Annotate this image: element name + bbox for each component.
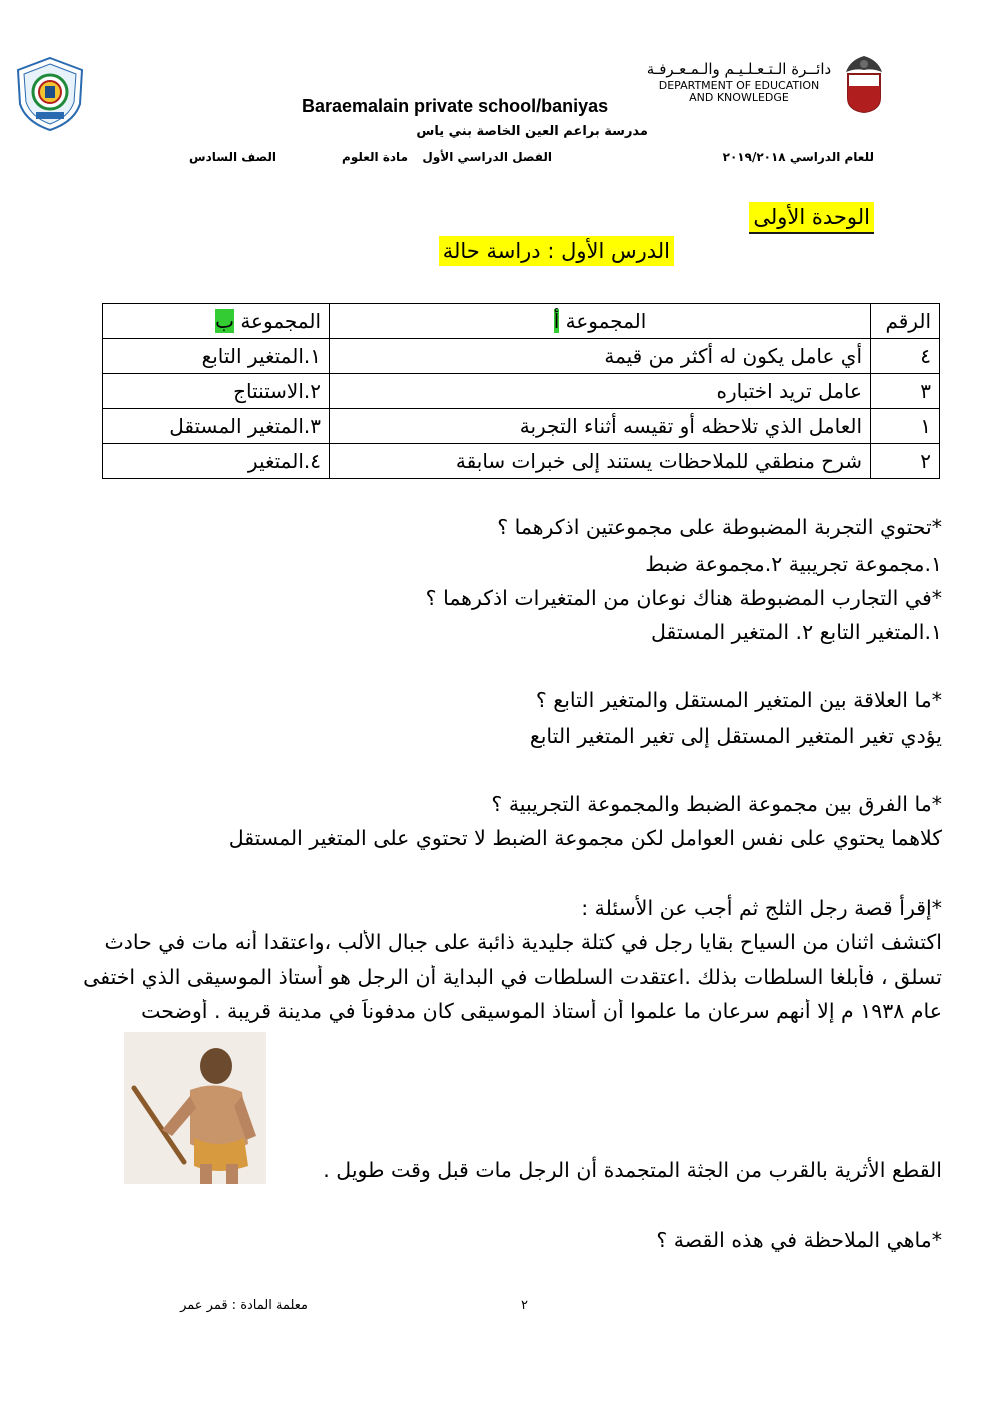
semester: الفصل الدراسي الأول bbox=[422, 150, 552, 164]
unit-title: الوحدة الأولى bbox=[749, 202, 874, 234]
row-group-a: أي عامل يكون له أكثر من قيمة bbox=[330, 339, 871, 374]
school-name-arabic: مدرسة براعم العين الخاصة بني ياس bbox=[416, 124, 648, 139]
question-4: *ما الفرق بين مجموعة الضبط والمجموعة التجريبية ؟ bbox=[491, 792, 942, 816]
school-name-english: Baraemalain private school/baniyas bbox=[302, 96, 609, 116]
table-row bbox=[103, 409, 940, 444]
row-group-b: ٢.الاستنتاج bbox=[103, 374, 330, 409]
header-group-a-prefix: المجموعة bbox=[559, 309, 647, 333]
subject: مادة العلوم bbox=[342, 150, 408, 164]
grade: الصف السادس bbox=[189, 150, 276, 164]
story-line-3: عام ١٩٣٨ م إلا أنهم سرعان ما علموا أن أستاذ الموسيقى كان مدفوناً في مدينة قريبة . أوضحت bbox=[141, 999, 942, 1023]
department-name-english bbox=[636, 80, 842, 104]
answer-4: كلاهما يحتوي على نفس العوامل لكن مجموعة الضبط لا تحتوي على المتغير المستقل bbox=[228, 826, 942, 850]
answer-2: ١.المتغير التابع ٢. المتغير المستقل bbox=[650, 620, 942, 644]
row-group-b: ٣.المتغير المستقل bbox=[103, 409, 330, 444]
header-group-a-letter: أ bbox=[553, 309, 560, 333]
table-row bbox=[103, 374, 940, 409]
header-number: الرقم bbox=[871, 304, 940, 339]
school-logo bbox=[14, 56, 86, 132]
lesson-title: الدرس الأول : دراسة حالة bbox=[439, 236, 674, 266]
row-number: ٢ bbox=[871, 444, 940, 479]
table-row bbox=[103, 339, 940, 374]
department-en-line1: DEPARTMENT OF EDUCATION bbox=[658, 79, 820, 92]
row-number: ٤ bbox=[871, 339, 940, 374]
header-group-b bbox=[103, 304, 330, 339]
teacher-name: معلمة المادة : قمر عمر bbox=[180, 1298, 308, 1313]
table-row bbox=[103, 444, 940, 479]
department-en-line2: AND KNOWLEDGE bbox=[689, 91, 789, 104]
iceman-photo bbox=[124, 1032, 266, 1184]
row-group-a: العامل الذي تلاحظه أو تقيسه أثناء التجربة bbox=[330, 409, 871, 444]
header-group-a bbox=[330, 304, 871, 339]
question-2: *في التجارب المضبوطة هناك نوعان من المتغيرات اذكرهما ؟ bbox=[425, 586, 942, 610]
answer-3: يؤدي تغير المتغير المستقل إلى تغير المتغير التابع bbox=[529, 724, 942, 748]
department-name-arabic: دائــرة الـتـعـلـيـم والـمـعـرفـة bbox=[646, 60, 832, 78]
story-line-2: تسلق ، فأبلغا السلطات بذلك .اعتقدت السلطات في البداية أن الرجل هو أستاذ الموسيقى الذي اختفى bbox=[83, 965, 942, 989]
question-3: *ما العلاقة بين المتغير المستقل والمتغير التابع ؟ bbox=[535, 688, 942, 712]
answer-1: ١.مجموعة تجريبية ٢.مجموعة ضبط bbox=[645, 552, 942, 576]
header-group-b-prefix: المجموعة bbox=[233, 309, 321, 333]
final-question: *ماهي الملاحظة في هذه القصة ؟ bbox=[656, 1228, 942, 1252]
story-prompt: *إقرأ قصة رجل الثلج ثم أجب عن الأسئلة : bbox=[581, 896, 942, 920]
question-1: *تحتوي التجربة المضبوطة على مجموعتين اذكرهما ؟ bbox=[497, 515, 942, 539]
story-line-1: اكتشف اثنان من السياح بقايا رجل في كتلة جليدية ذائبة على جبال الألب ،واعتقدا أنه مات في حادث bbox=[104, 930, 942, 954]
table-header-row bbox=[103, 304, 940, 339]
matching-table bbox=[102, 303, 940, 479]
row-group-b: ١.المتغير التابع bbox=[103, 339, 330, 374]
story-line-4: القطع الأثرية بالقرب من الجثة المتجمدة أن الرجل مات قبل وقت طويل . bbox=[323, 1158, 942, 1182]
academic-year: للعام الدراسي ٢٠١٩/٢٠١٨ bbox=[722, 150, 874, 164]
row-group-a: عامل تريد اختباره bbox=[330, 374, 871, 409]
header-group-b-letter: ب bbox=[215, 309, 234, 333]
row-number: ١ bbox=[871, 409, 940, 444]
department-falcon-logo bbox=[842, 54, 886, 114]
row-group-b: ٤.المتغير bbox=[103, 444, 330, 479]
page-number: ٢ bbox=[521, 1298, 528, 1313]
row-group-a: شرح منطقي للملاحظات يستند إلى خبرات سابقة bbox=[330, 444, 871, 479]
row-number: ٣ bbox=[871, 374, 940, 409]
